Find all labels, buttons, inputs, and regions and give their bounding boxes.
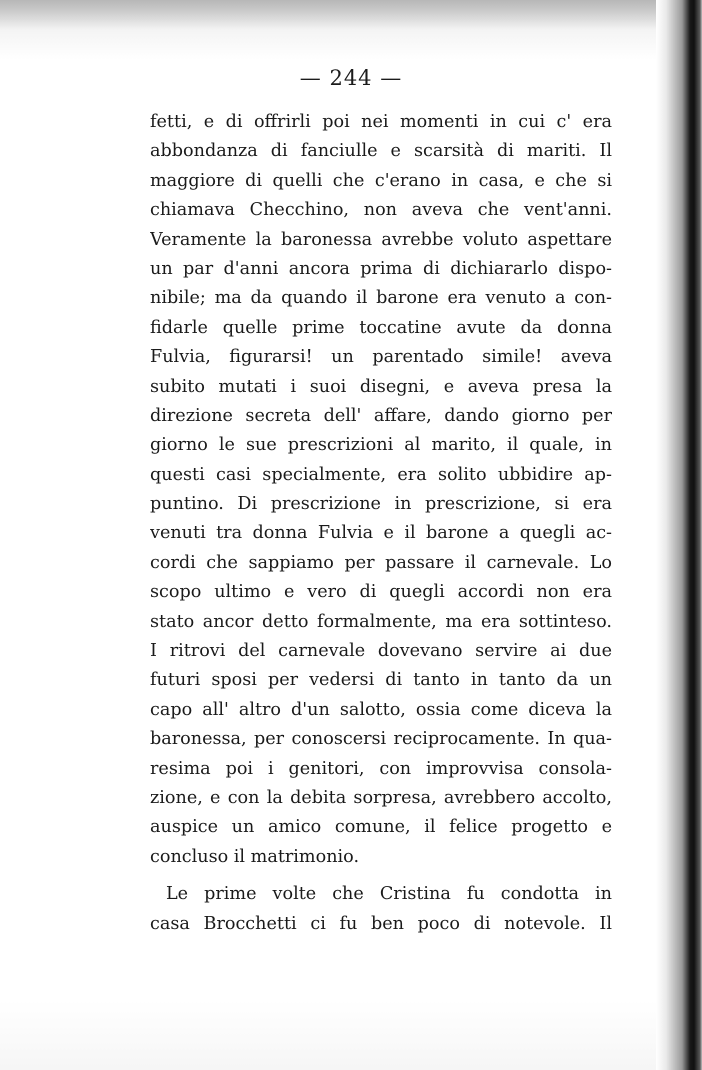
text-line: fidarle quelle prime toccatine avute da donna — [150, 317, 612, 338]
text-line: maggiore di quelli che c'erano in casa, e che si — [150, 170, 612, 191]
text-line: abbondanza di fanciulle e scarsità di mariti. Il — [150, 141, 612, 162]
text-line: giorno le sue prescrizioni al marito, il quale, in — [150, 435, 612, 456]
text-line: concluso il matrimonio. — [150, 846, 360, 867]
text-line: resima poi i genitori, con improvvisa consola- — [150, 758, 612, 779]
text-line: zione, e con la debita sorpresa, avrebbero accolto, — [150, 787, 612, 808]
text-line: un par d'anni ancora prima di dichiararlo dispo- — [150, 258, 612, 279]
scan-top-shadow — [0, 0, 660, 30]
text-line: Veramente la baronessa avrebbe voluto aspettare — [150, 229, 612, 250]
text-line: scopo ultimo e vero di quegli accordi non era — [150, 582, 612, 603]
text-line: I ritrovi del carnevale dovevano servire ai due — [150, 641, 612, 662]
paragraph-2 — [150, 880, 612, 939]
text-line: nibile; ma da quando il barone era venuto a con- — [150, 288, 612, 309]
paragraph-gap — [150, 872, 612, 880]
text-line: Fulvia, figurarsi! un parentado simile! aveva — [150, 347, 612, 368]
text-line: cordi che sappiamo per passare il carnevale. Lo — [150, 552, 612, 573]
text-line: casa Brocchetti ci fu ben poco di notevole. Il — [150, 913, 612, 934]
text-line: venuti tra donna Fulvia e il barone a quegli ac- — [150, 523, 612, 544]
text-line: subito mutati i suoi disegni, e aveva presa la — [150, 376, 612, 397]
book-binding-edge — [656, 0, 702, 1070]
text-line: puntino. Di prescrizione in prescrizione, si era — [150, 494, 612, 515]
text-line: fetti, e di offrirli poi nei momenti in cui c' era — [150, 112, 612, 132]
page-number: — 244 — — [299, 66, 403, 90]
body-text — [150, 108, 612, 939]
text-line: chiamava Checchino, non aveva che vent'anni. — [150, 200, 612, 221]
text-line: direzione secreta dell' affare, dando giorno per — [150, 405, 612, 426]
text-line: futuri sposi per vedersi di tanto in tanto da un — [150, 670, 612, 691]
text-line: questi casi specialmente, era solito ubbidire ap- — [150, 464, 612, 485]
paragraph-1 — [150, 108, 612, 872]
text-line: capo all' altro d'un salotto, ossia come diceva la — [150, 699, 612, 720]
text-line: auspice un amico comune, il felice progetto e — [150, 817, 612, 838]
text-line: Le prime volte che Cristina fu condotta in — [166, 884, 612, 905]
text-line: stato ancor detto formalmente, ma era sottinteso. — [150, 611, 612, 632]
text-line: baronessa, per conoscersi reciprocamente. In qua- — [150, 729, 612, 750]
